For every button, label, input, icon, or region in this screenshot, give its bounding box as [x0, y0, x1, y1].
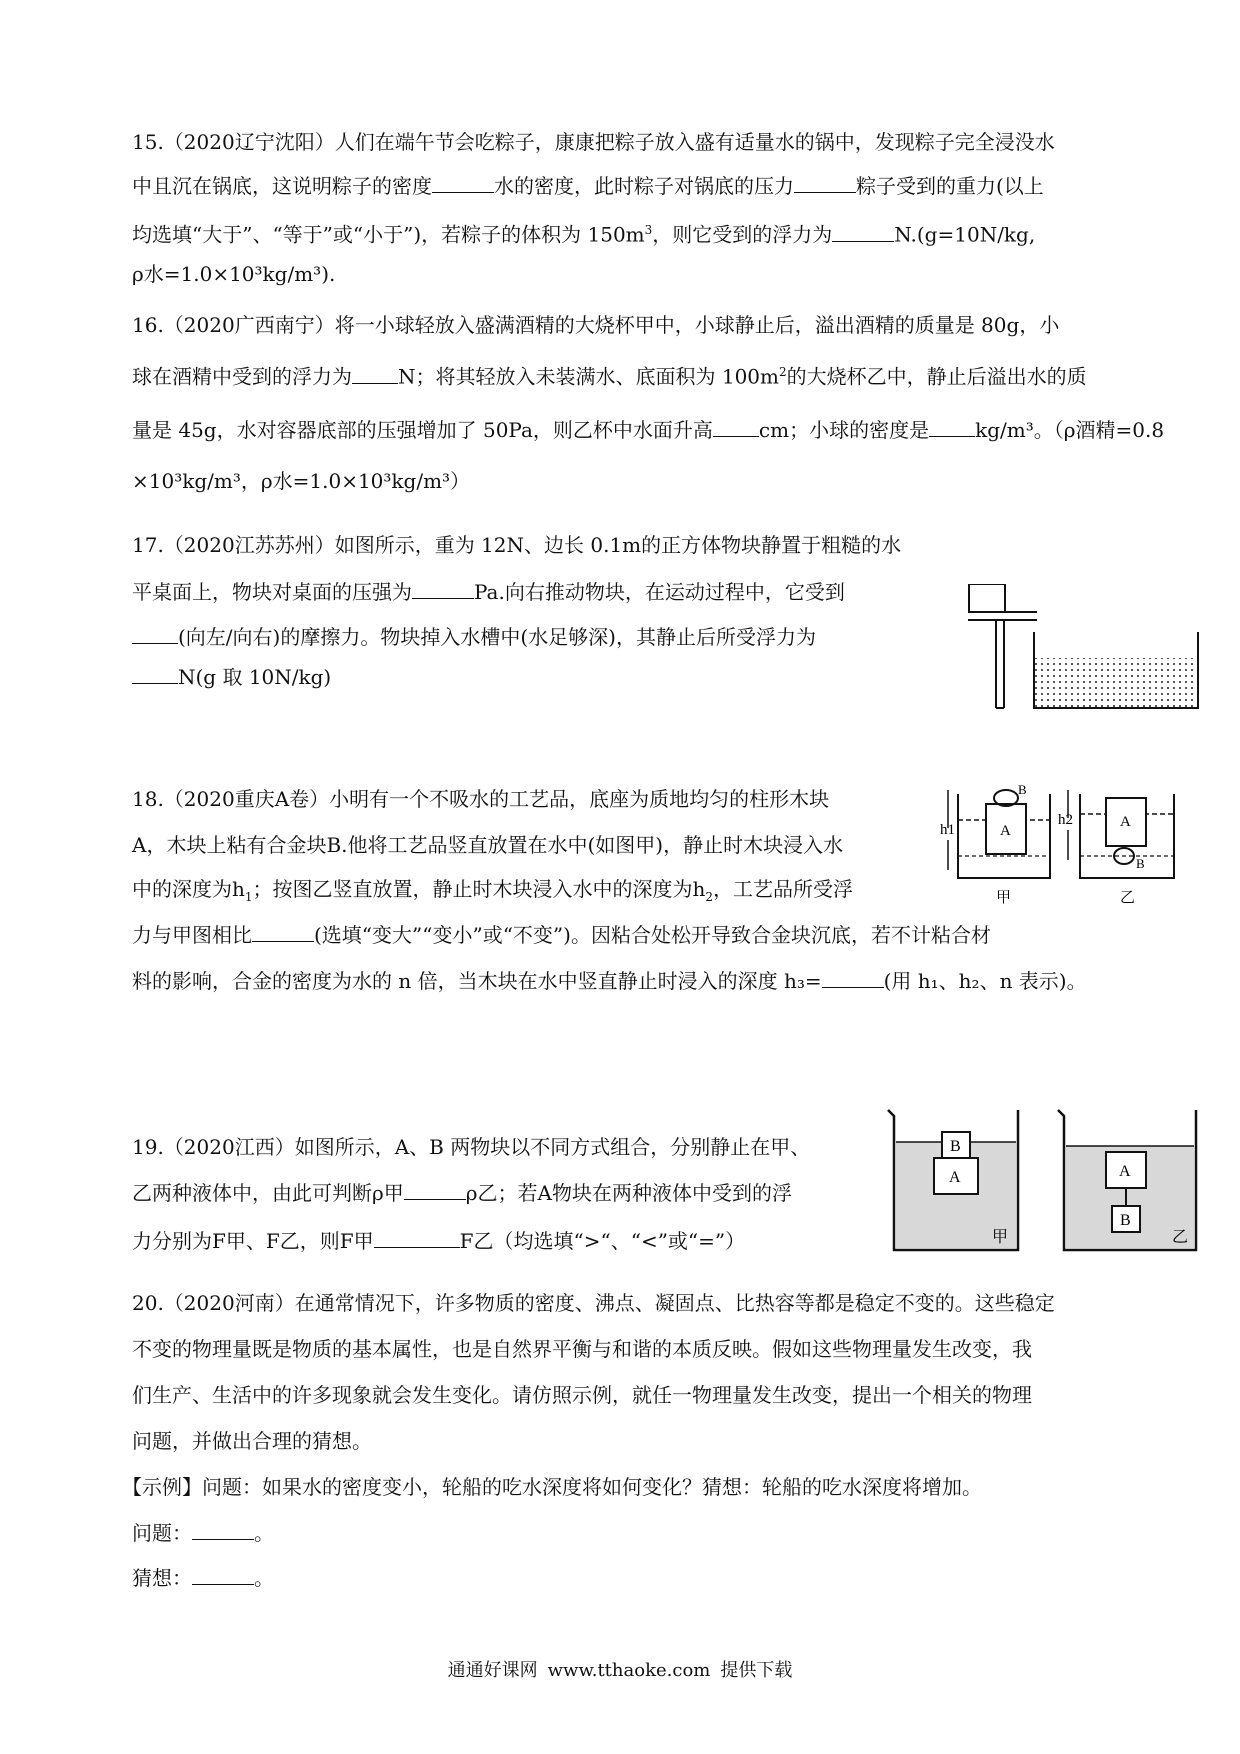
q18-figure: [940, 780, 1180, 905]
q19-figure: [886, 1106, 1206, 1258]
superscript: 3: [644, 223, 653, 237]
q17-line-4: [132, 662, 331, 692]
answer-blank[interactable]: [404, 1181, 466, 1200]
q19-text: ρ乙；若A物块在两种液体中受到的浮: [465, 1181, 792, 1205]
answer-blank[interactable]: [132, 665, 178, 684]
q18-text: 中的深度为h: [132, 877, 245, 901]
figure-yi-label: 乙: [1172, 1229, 1189, 1246]
q18-text: 料的影响，合金的密度为水的 n 倍，当木块在水中竖直静止时浸入的深度 h₃=: [132, 969, 822, 993]
figure-yi-label: 乙: [1120, 890, 1136, 905]
q18-text: ，工艺品所受浮: [713, 877, 854, 901]
answer-blank[interactable]: [929, 418, 975, 437]
q18-text: (用 h₁、h₂、n 表示)。: [883, 969, 1087, 993]
answer-blank[interactable]: [192, 1566, 254, 1585]
answer-blank[interactable]: [352, 365, 398, 384]
h2-label: h2: [1058, 812, 1073, 828]
q19-text: 乙两种液体中，由此可判断ρ甲: [132, 1181, 404, 1205]
q15-line-3: [132, 215, 1035, 250]
q20-question-line: [132, 1518, 274, 1548]
q16-line-1: 16.（2020广西南宁）将一小球轻放入盛满酒精的大烧杯甲中，小球静止后，溢出酒精的质量是 80g，小: [132, 313, 1060, 337]
q18-line-1: 18.（2020重庆A卷）小明有一个不吸水的工艺品，底座为质地均匀的柱形木块: [132, 787, 830, 811]
q17-text: N(g 取 10N/kg): [178, 665, 332, 689]
block-a-label: A: [1119, 1163, 1131, 1180]
q20-line-3: 们生产、生活中的许多现象就会发生变化。请仿照示例，就任一物理量发生改变，提出一个相关的物理: [132, 1383, 1032, 1407]
q15-text: N.(g=10N/kg,: [894, 222, 1036, 247]
footer-tail: 提供下载: [720, 1660, 793, 1681]
q18-line-5: [132, 966, 1087, 996]
answer-blank[interactable]: [794, 174, 856, 193]
q17-line-2: [132, 577, 845, 607]
q18-text: ；按图乙竖直放置，静止时木块浸入水中的深度为h: [252, 877, 706, 901]
q15-text: 粽子受到的重力(以上: [856, 174, 1044, 198]
block-b-label: B: [1136, 856, 1145, 871]
guess-label: 猜想：: [132, 1566, 192, 1590]
q18-text: (选填“变大”“变小”或“不变”)。因粘合处松开导致合金块沉底，若不计粘合材: [314, 923, 991, 947]
q17-text: (向左/向右)的摩擦力。物块掉入水槽中(水足够深)，其静止后所受浮力为: [178, 625, 816, 649]
cube-block: [969, 584, 1005, 612]
q16-line-2: [132, 357, 1087, 392]
q16-text: 球在酒精中受到的浮力为: [132, 364, 352, 389]
q18-line-2: A，木块上粘有合金块B.他将工艺品竖直放置在水中(如图甲)，静止时木块浸入水: [132, 833, 844, 857]
q17-figure: [968, 584, 1204, 710]
q16-text: cm；小球的密度是: [758, 418, 930, 442]
q20-guess-line: [132, 1563, 274, 1593]
block-a-label: A: [1120, 814, 1131, 830]
q17-line-1: 17.（2020江苏苏州）如图所示，重为 12N、边长 0.1m的正方体物块静置于粗糙的水: [132, 533, 902, 557]
q15-text: 中且沉在锅底，这说明粽子的密度: [132, 174, 432, 198]
q18-line-3: [132, 874, 853, 912]
q16-line-4: ×10³kg/m³，ρ水=1.0×10³kg/m³）: [132, 469, 471, 493]
q16-line-3: [132, 415, 1164, 445]
q19-text: F乙（均选填“>“、“<”或“=”）: [459, 1229, 746, 1253]
answer-blank[interactable]: [832, 223, 894, 242]
q18-line-4: [132, 920, 991, 950]
block-a-label: A: [1000, 823, 1011, 839]
block-b-label: B: [1018, 782, 1027, 797]
footer-site: 通通好课网: [447, 1660, 538, 1681]
period: 。: [254, 1521, 274, 1545]
answer-blank[interactable]: [713, 418, 759, 437]
water-tank-liquid: [1034, 658, 1198, 708]
subscript: 1: [244, 890, 253, 904]
q16-text: kg/m³。（ρ酒精=0.8: [975, 418, 1165, 442]
answer-blank[interactable]: [412, 580, 474, 599]
q17-text: 平桌面上，物块对桌面的压强为: [132, 580, 412, 604]
q20-line-2: 不变的物理量既是物质的基本属性，也是自然界平衡与和谐的本质反映。假如这些物理量发生改变，我: [132, 1337, 1032, 1361]
answer-blank[interactable]: [822, 969, 884, 988]
q16-text: N；将其轻放入未装满水、底面积为 100m: [398, 364, 779, 389]
h1-label: h1: [940, 822, 955, 838]
q19-line-3: [132, 1226, 745, 1256]
q20-line-4: 问题，并做出合理的猜想。: [132, 1429, 372, 1453]
q15-line-1: 15.（2020辽宁沈阳）人们在端午节会吃粽子，康康把粽子放入盛有适量水的锅中，发现粽子完全浸没水: [132, 130, 1055, 154]
q17-text: Pa.向右推动物块，在运动过程中，它受到: [474, 580, 845, 604]
period: 。: [254, 1566, 274, 1590]
q15-line-2: [132, 171, 1044, 201]
q17-line-3: [132, 622, 816, 652]
subscript: 2: [705, 890, 714, 904]
block-b-label: B: [950, 1138, 961, 1155]
q19-text: 力分别为F甲、F乙，则F甲: [132, 1229, 374, 1253]
q16-text: 的大烧杯乙中，静止后溢出水的质: [786, 364, 1087, 389]
block-a-label: A: [949, 1169, 961, 1186]
figure-jia-label: 甲: [996, 890, 1012, 905]
q20-line-1: 20.（2020河南）在通常情况下，许多物质的密度、沸点、凝固点、比热容等都是稳定不变的。这些稳定: [132, 1291, 1055, 1315]
question-label: 问题：: [132, 1521, 192, 1545]
superscript: 2: [779, 365, 787, 379]
q16-text: 量是 45g，水对容器底部的压强增加了 50Pa，则乙杯中水面升高: [132, 418, 713, 442]
page-footer: [0, 1656, 1240, 1682]
answer-blank[interactable]: [374, 1229, 460, 1248]
footer-url[interactable]: www.tthaoke.com: [547, 1660, 711, 1681]
q19-line-2: [132, 1178, 792, 1208]
figure-jia-label: 甲: [992, 1229, 1009, 1246]
q15-line-4: ρ水=1.0×10³kg/m³).: [132, 262, 336, 286]
q20-example: 【示例】问题：如果水的密度变小，轮船的吃水深度将如何变化？猜想：轮船的吃水深度将增加。: [122, 1475, 982, 1499]
answer-blank[interactable]: [192, 1521, 254, 1540]
answer-blank[interactable]: [432, 174, 494, 193]
q15-text: ，则它受到的浮力为: [652, 222, 833, 247]
q15-text: 水的密度，此时粽子对锅底的压力: [494, 174, 794, 198]
answer-blank[interactable]: [132, 625, 178, 644]
block-b-label: B: [1120, 1212, 1131, 1229]
q15-text: 均选填“大于”、“等于”或“小于”)，若粽子的体积为 150m: [132, 222, 645, 247]
q19-line-1: 19.（2020江西）如图所示，A、B 两物块以不同方式组合，分别静止在甲、: [132, 1135, 811, 1159]
q18-text: 力与甲图相比: [132, 923, 252, 947]
answer-blank[interactable]: [252, 923, 314, 942]
